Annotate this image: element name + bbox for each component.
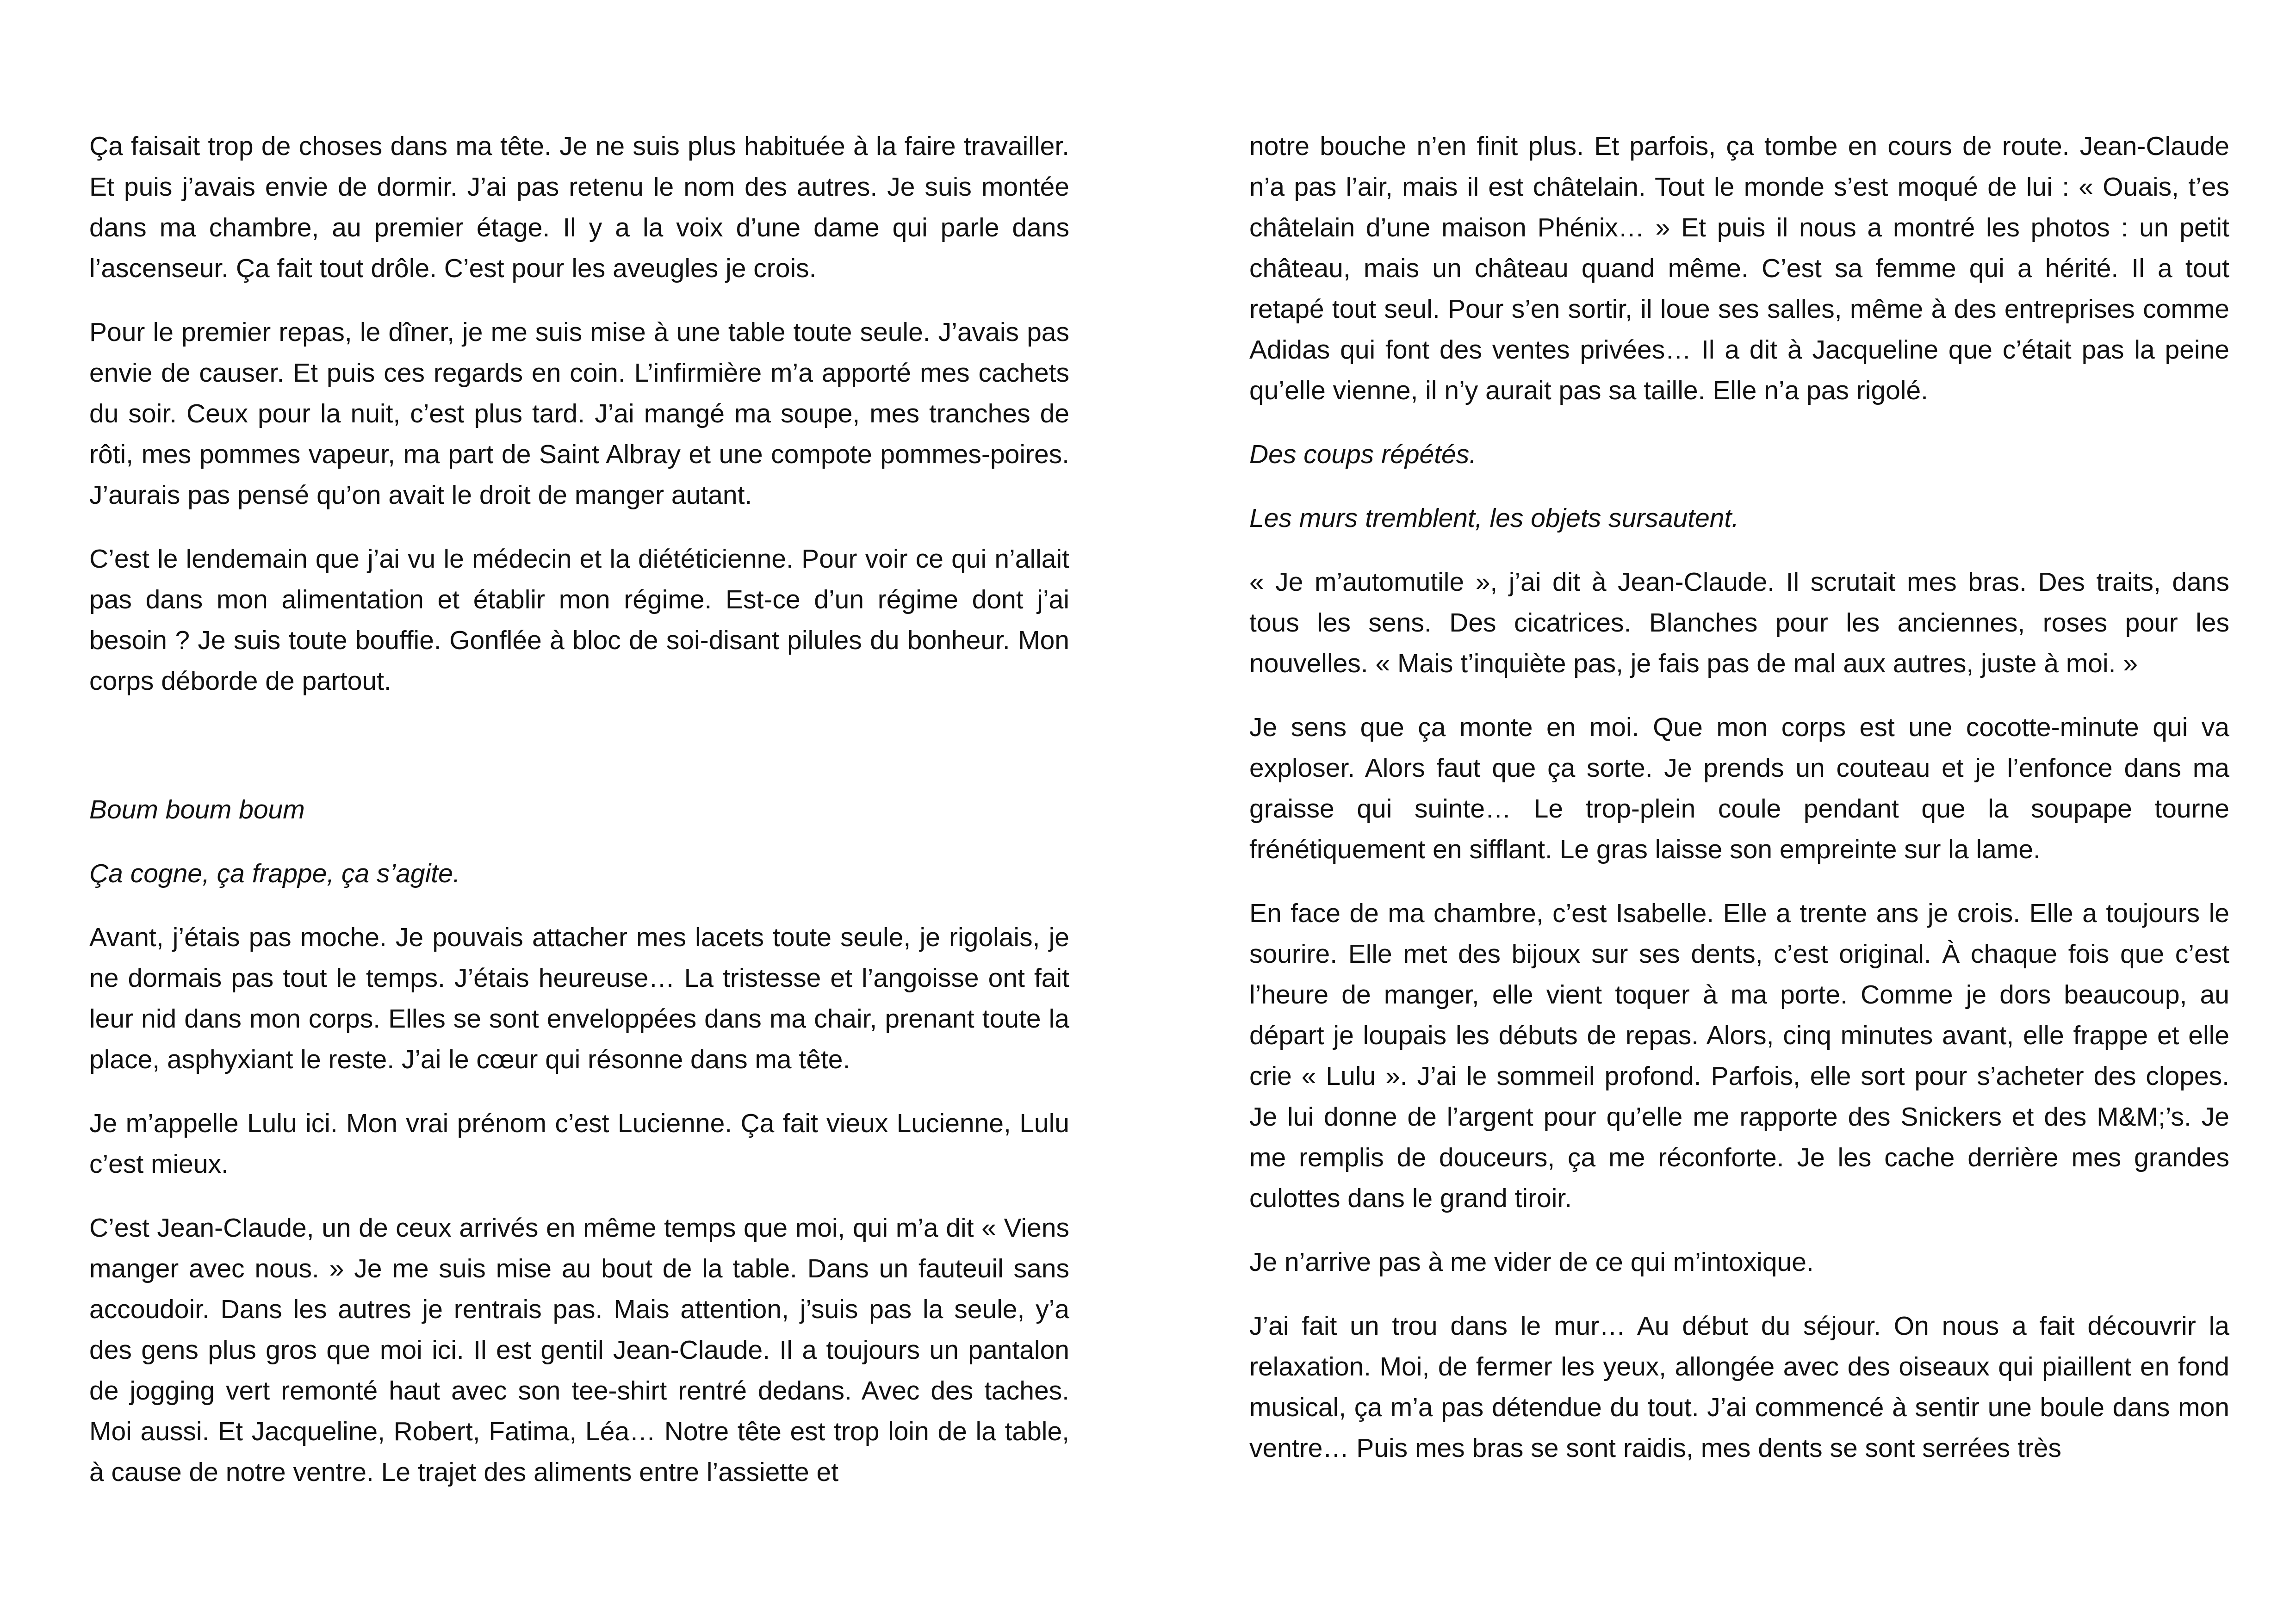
- italic-paragraph: Les murs tremblent, les objets sursautent.: [1249, 503, 1739, 533]
- paragraph: Je n’arrive pas à me vider de ce qui m’intoxique.: [1249, 1247, 1814, 1277]
- paragraph: C’est Jean-Claude, un de ceux arrivés en même temps que moi, qui m’a dit « Viens manger avec nous. » Je me suis mise au bout de la table. Dans un fauteuil sans accoudoir. Dans les autres je rentrais pas. Mais attention, j’suis pas la seule, y’a des gens plus gros que moi ici. Il est gentil Jean-Claude. Il a toujours un pantalon de jogging vert remonté haut avec son tee-shirt rentré dedans. Avec des taches. Moi aussi. Et Jacqueline, Robert, Fatima, Léa… Notre tête est trop loin de la table, à cause de notre ventre. Le trajet des aliments entre l’assiette et: [89, 1213, 1069, 1487]
- paragraph: Je sens que ça monte en moi. Que mon corps est une cocotte-minute qui va exploser. Alors faut que ça sorte. Je prends un couteau et je l’enfonce dans ma graisse qui suinte… Le trop-plein coule pendant que la soupape tourne frénétiquement en sifflant. Le gras laisse son empreinte sur la lame.: [1249, 712, 2229, 864]
- italic-paragraph: Boum boum boum: [89, 795, 305, 824]
- paragraph: En face de ma chambre, c’est Isabelle. Elle a trente ans je crois. Elle a toujours le sourire. Elle met des bijoux sur ses dents, c’est original. À chaque fois que c’est l’heure de manger, elle vient toquer à ma porte. Comme je dors beaucoup, au départ je loupais les débuts de repas. Alors, cinq minutes avant, elle frappe et elle crie « Lulu ». J’ai le sommeil profond. Parfois, elle sort pour s’acheter des clopes. Je lui donne de l’argent pour qu’elle me rapporte des Snickers et des M&M;’s. Je me remplis de douceurs, ça me réconforte. Je les cache derrière mes grandes culottes dans le grand tiroir.: [1249, 898, 2229, 1213]
- paragraph: C’est le lendemain que j’ai vu le médecin et la diététicienne. Pour voir ce qui n’allait pas dans mon alimentation et établir mon régime. Est-ce d’un régime dont j’ai besoin ? Je suis toute bouffie. Gonflée à bloc de soi-disant pilules du bonheur. Mon corps déborde de partout.: [89, 544, 1069, 696]
- paragraph: Pour le premier repas, le dîner, je me suis mise à une table toute seule. J’avais pas envie de causer. Et puis ces regards en coin. L’infirmière m’a apporté mes cachets du soir. Ceux pour la nuit, c’est plus tard. J’ai mangé ma soupe, mes tranches de rôti, mes pommes vapeur, ma part de Saint Albray et une compote pommes-poires. J’aurais pas pensé qu’on avait le droit de manger autant.: [89, 317, 1069, 510]
- paragraph: « Je m’automutile », j’ai dit à Jean-Claude. Il scrutait mes bras. Des traits, dans tous les sens. Des cicatrices. Blanches pour les anciennes, roses pour les nouvelles. « Mais t’inquiète pas, je fais pas de mal aux autres, juste à moi. »: [1249, 567, 2229, 678]
- paragraph: Je m’appelle Lulu ici. Mon vrai prénom c’est Lucienne. Ça fait vieux Lucienne, Lulu c’est mieux.: [89, 1109, 1069, 1179]
- paragraph: Ça faisait trop de choses dans ma tête. Je ne suis plus habituée à la faire travailler. Et puis j’avais envie de dormir. J’ai pas retenu le nom des autres. Je suis montée dans ma chambre, au premier étage. Il y a la voix d’une dame qui parle dans l’ascenseur. Ça fait tout drôle. C’est pour les aveugles je crois.: [89, 131, 1069, 283]
- italic-paragraph: Ça cogne, ça frappe, ça s’agite.: [89, 859, 460, 888]
- section-break: [89, 725, 1069, 789]
- paragraph: Avant, j’étais pas moche. Je pouvais attacher mes lacets toute seule, je rigolais, je ne dormais pas tout le temps. J’étais heureuse… La tristesse et l’angoisse ont fait leur nid dans mon corps. Elles se sont enveloppées dans ma chair, prenant toute la place, asphyxiant le reste. J’ai le cœur qui résonne dans ma tête.: [89, 923, 1069, 1074]
- paragraph: J’ai fait un trou dans le mur… Au début du séjour. On nous a fait découvrir la relaxation. Moi, de fermer les yeux, allongée avec des oiseaux qui piaillent en fond musical, ça m’a pas détendue du tout. J’ai commencé à sentir une boule dans mon ventre… Puis mes bras se sont raidis, mes dents se sont serrées très: [1249, 1311, 2229, 1463]
- right-page: [1249, 126, 2229, 1468]
- left-page: [89, 126, 1069, 1493]
- italic-paragraph: Des coups répétés.: [1249, 440, 1477, 469]
- paragraph: notre bouche n’en finit plus. Et parfois, ça tombe en cours de route. Jean-Claude n’a pas l’air, mais il est châtelain. Tout le monde s’est moqué de lui : « Ouais, t’es châtelain d’une maison Phénix… » Et puis il nous a montré les photos : un petit château, mais un château quand même. C’est sa femme qui a hérité. Il a tout retapé tout seul. Pour s’en sortir, il loue ses salles, même à des entreprises comme Adidas qui font des ventes privées… Il a dit à Jacqueline que c’était pas la peine qu’elle vienne, il n’y aurait pas sa taille. Elle n’a pas rigolé.: [1249, 131, 2229, 405]
